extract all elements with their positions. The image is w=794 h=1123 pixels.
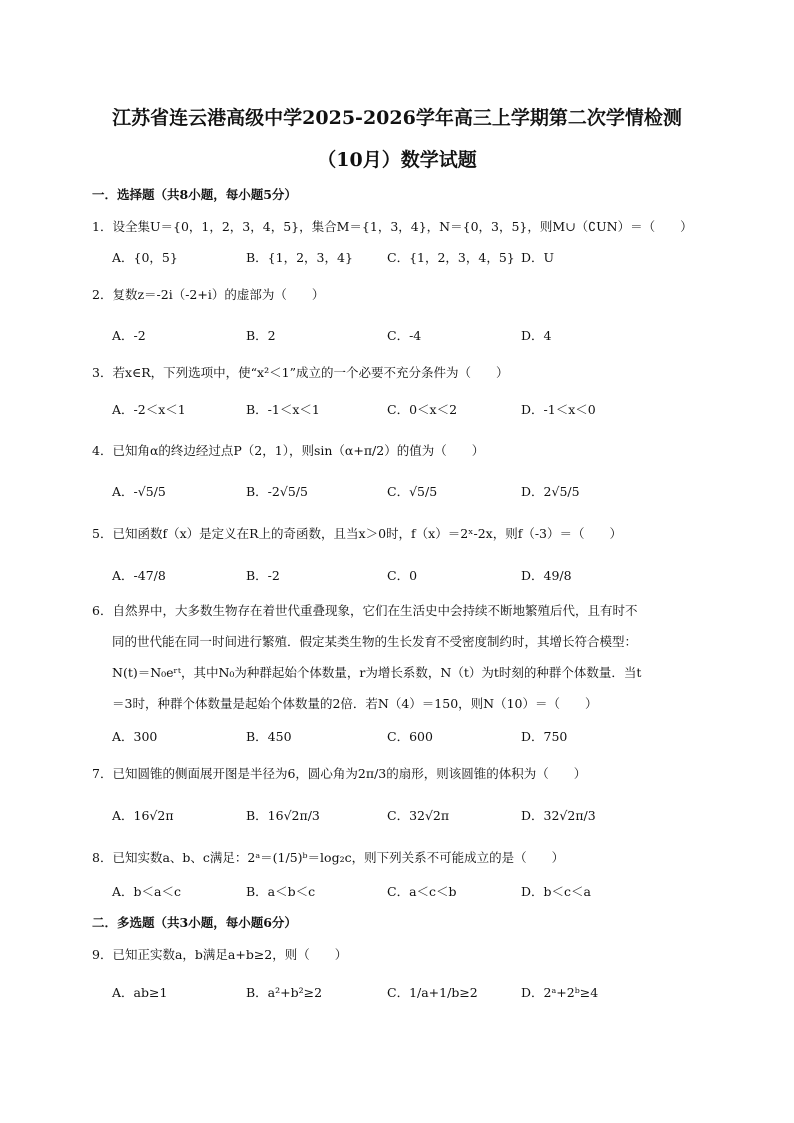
option-a: A．{0，5} <box>112 250 178 265</box>
option-d: D．U <box>521 250 555 265</box>
question-3-options <box>112 400 712 420</box>
question-4-stem: 4．已知角α的终边经过点P（2，1），则sin（α+π/2）的值为（ ） <box>92 443 485 458</box>
option-a: A．-47/8 <box>112 568 166 583</box>
question-5-options <box>112 566 712 586</box>
option-a: A．16√2π <box>112 808 174 823</box>
option-d: D．750 <box>521 729 568 744</box>
option-d: D．-1＜x＜0 <box>521 402 596 417</box>
option-d: D．32√2π/3 <box>521 808 596 823</box>
option-c: C．1/a+1/b≥2 <box>387 985 478 1000</box>
option-c: C．√5/5 <box>387 484 438 499</box>
option-b: B．2 <box>246 328 276 343</box>
option-b: B．16√2π/3 <box>246 808 320 823</box>
question-8-stem: 8．已知实数a、b、c满足：2ᵃ＝(1/5)ᵇ＝log₂c，则下列关系不可能成立的是（ ） <box>92 850 565 865</box>
option-c: C．600 <box>387 729 433 744</box>
option-c: C．-4 <box>387 328 422 343</box>
question-6-stem: 6．自然界中，大多数生物存在着世代重叠现象，它们在生活史中会持续不断地繁殖后代，且有时不 <box>92 603 638 618</box>
option-c: C．32√2π <box>387 808 450 823</box>
question-2-stem: 2．复数z＝-2i（-2+i）的虚部为（ ） <box>92 287 325 302</box>
question-6-options <box>112 727 712 747</box>
question-7-options <box>112 806 712 826</box>
exam-title-line2: （10月）数学试题 <box>317 149 477 171</box>
option-a: A．b＜a＜c <box>112 884 181 899</box>
question-3-stem: 3．若x∈R，下列选项中，使“x²＜1”成立的一个必要不充分条件为（ ） <box>92 365 509 380</box>
option-b: B．450 <box>246 729 292 744</box>
option-c: C．{1，2，3，4，5} <box>387 250 515 265</box>
option-d: D．2ᵃ+2ᵇ≥4 <box>521 985 599 1000</box>
option-c: C．0＜x＜2 <box>387 402 458 417</box>
option-a: A．-2＜x＜1 <box>112 402 186 417</box>
option-d: D．4 <box>521 328 552 343</box>
question-9-options <box>112 983 712 1003</box>
question-6-line-2: 同的世代能在同一时间进行繁殖．假定某类生物的生长发育不受密度制约时，其增长符合模型： <box>112 634 638 649</box>
option-b: B．-2√5/5 <box>246 484 308 499</box>
question-4-options <box>112 482 712 502</box>
option-a: A．300 <box>112 729 158 744</box>
exam-title-line1: 江苏省连云港高级中学2025-2026学年高三上学期第二次学情检测 <box>112 107 682 129</box>
option-c: C．0 <box>387 568 418 583</box>
option-b: B．-1＜x＜1 <box>246 402 320 417</box>
option-c: C．a＜c＜b <box>387 884 457 899</box>
section-heading-single-choice: 一．选择题（共8小题，每小题5分） <box>92 187 297 202</box>
option-b: B．a＜b＜c <box>246 884 316 899</box>
option-b: B．-2 <box>246 568 280 583</box>
question-8-options <box>112 882 712 902</box>
option-d: D．2√5/5 <box>521 484 580 499</box>
option-b: B．{1，2，3，4} <box>246 250 353 265</box>
option-b: B．a²+b²≥2 <box>246 985 323 1000</box>
question-6-line-3: N(t)＝N₀eʳᵗ，其中N₀为种群起始个体数量，r为增长系数，N（t）为t时刻的种群个体数量．当t <box>112 665 642 680</box>
option-d: D．49/8 <box>521 568 572 583</box>
question-6-line-4: ＝3时，种群个体数量是起始个体数量的2倍．若N（4）＝150，则N（10）＝（ ） <box>112 696 598 711</box>
section-heading-multi-choice: 二．多选题（共3小题，每小题6分） <box>92 915 297 930</box>
option-a: A．-√5/5 <box>112 484 166 499</box>
question-7-stem: 7．已知圆锥的侧面展开图是半径为6，圆心角为2π/3的扇形，则该圆锥的体积为（ ） <box>92 766 587 781</box>
question-1-options <box>112 248 712 268</box>
option-a: A．ab≥1 <box>112 985 168 1000</box>
question-1-stem: 1．设全集U＝{0，1，2，3，4，5}，集合M＝{1，3，4}，N＝{0，3，5}，则M∪（∁UN）＝（ ） <box>92 219 693 234</box>
option-a: A．-2 <box>112 328 146 343</box>
question-2-options <box>112 326 712 346</box>
question-5-stem: 5．已知函数f（x）是定义在R上的奇函数，且当x＞0时，f（x）＝2ˣ-2x，则f（-3）＝（ ） <box>92 526 623 541</box>
question-9-stem: 9．已知正实数a，b满足a+b≥2，则（ ） <box>92 947 348 962</box>
option-d: D．b＜c＜a <box>521 884 591 899</box>
